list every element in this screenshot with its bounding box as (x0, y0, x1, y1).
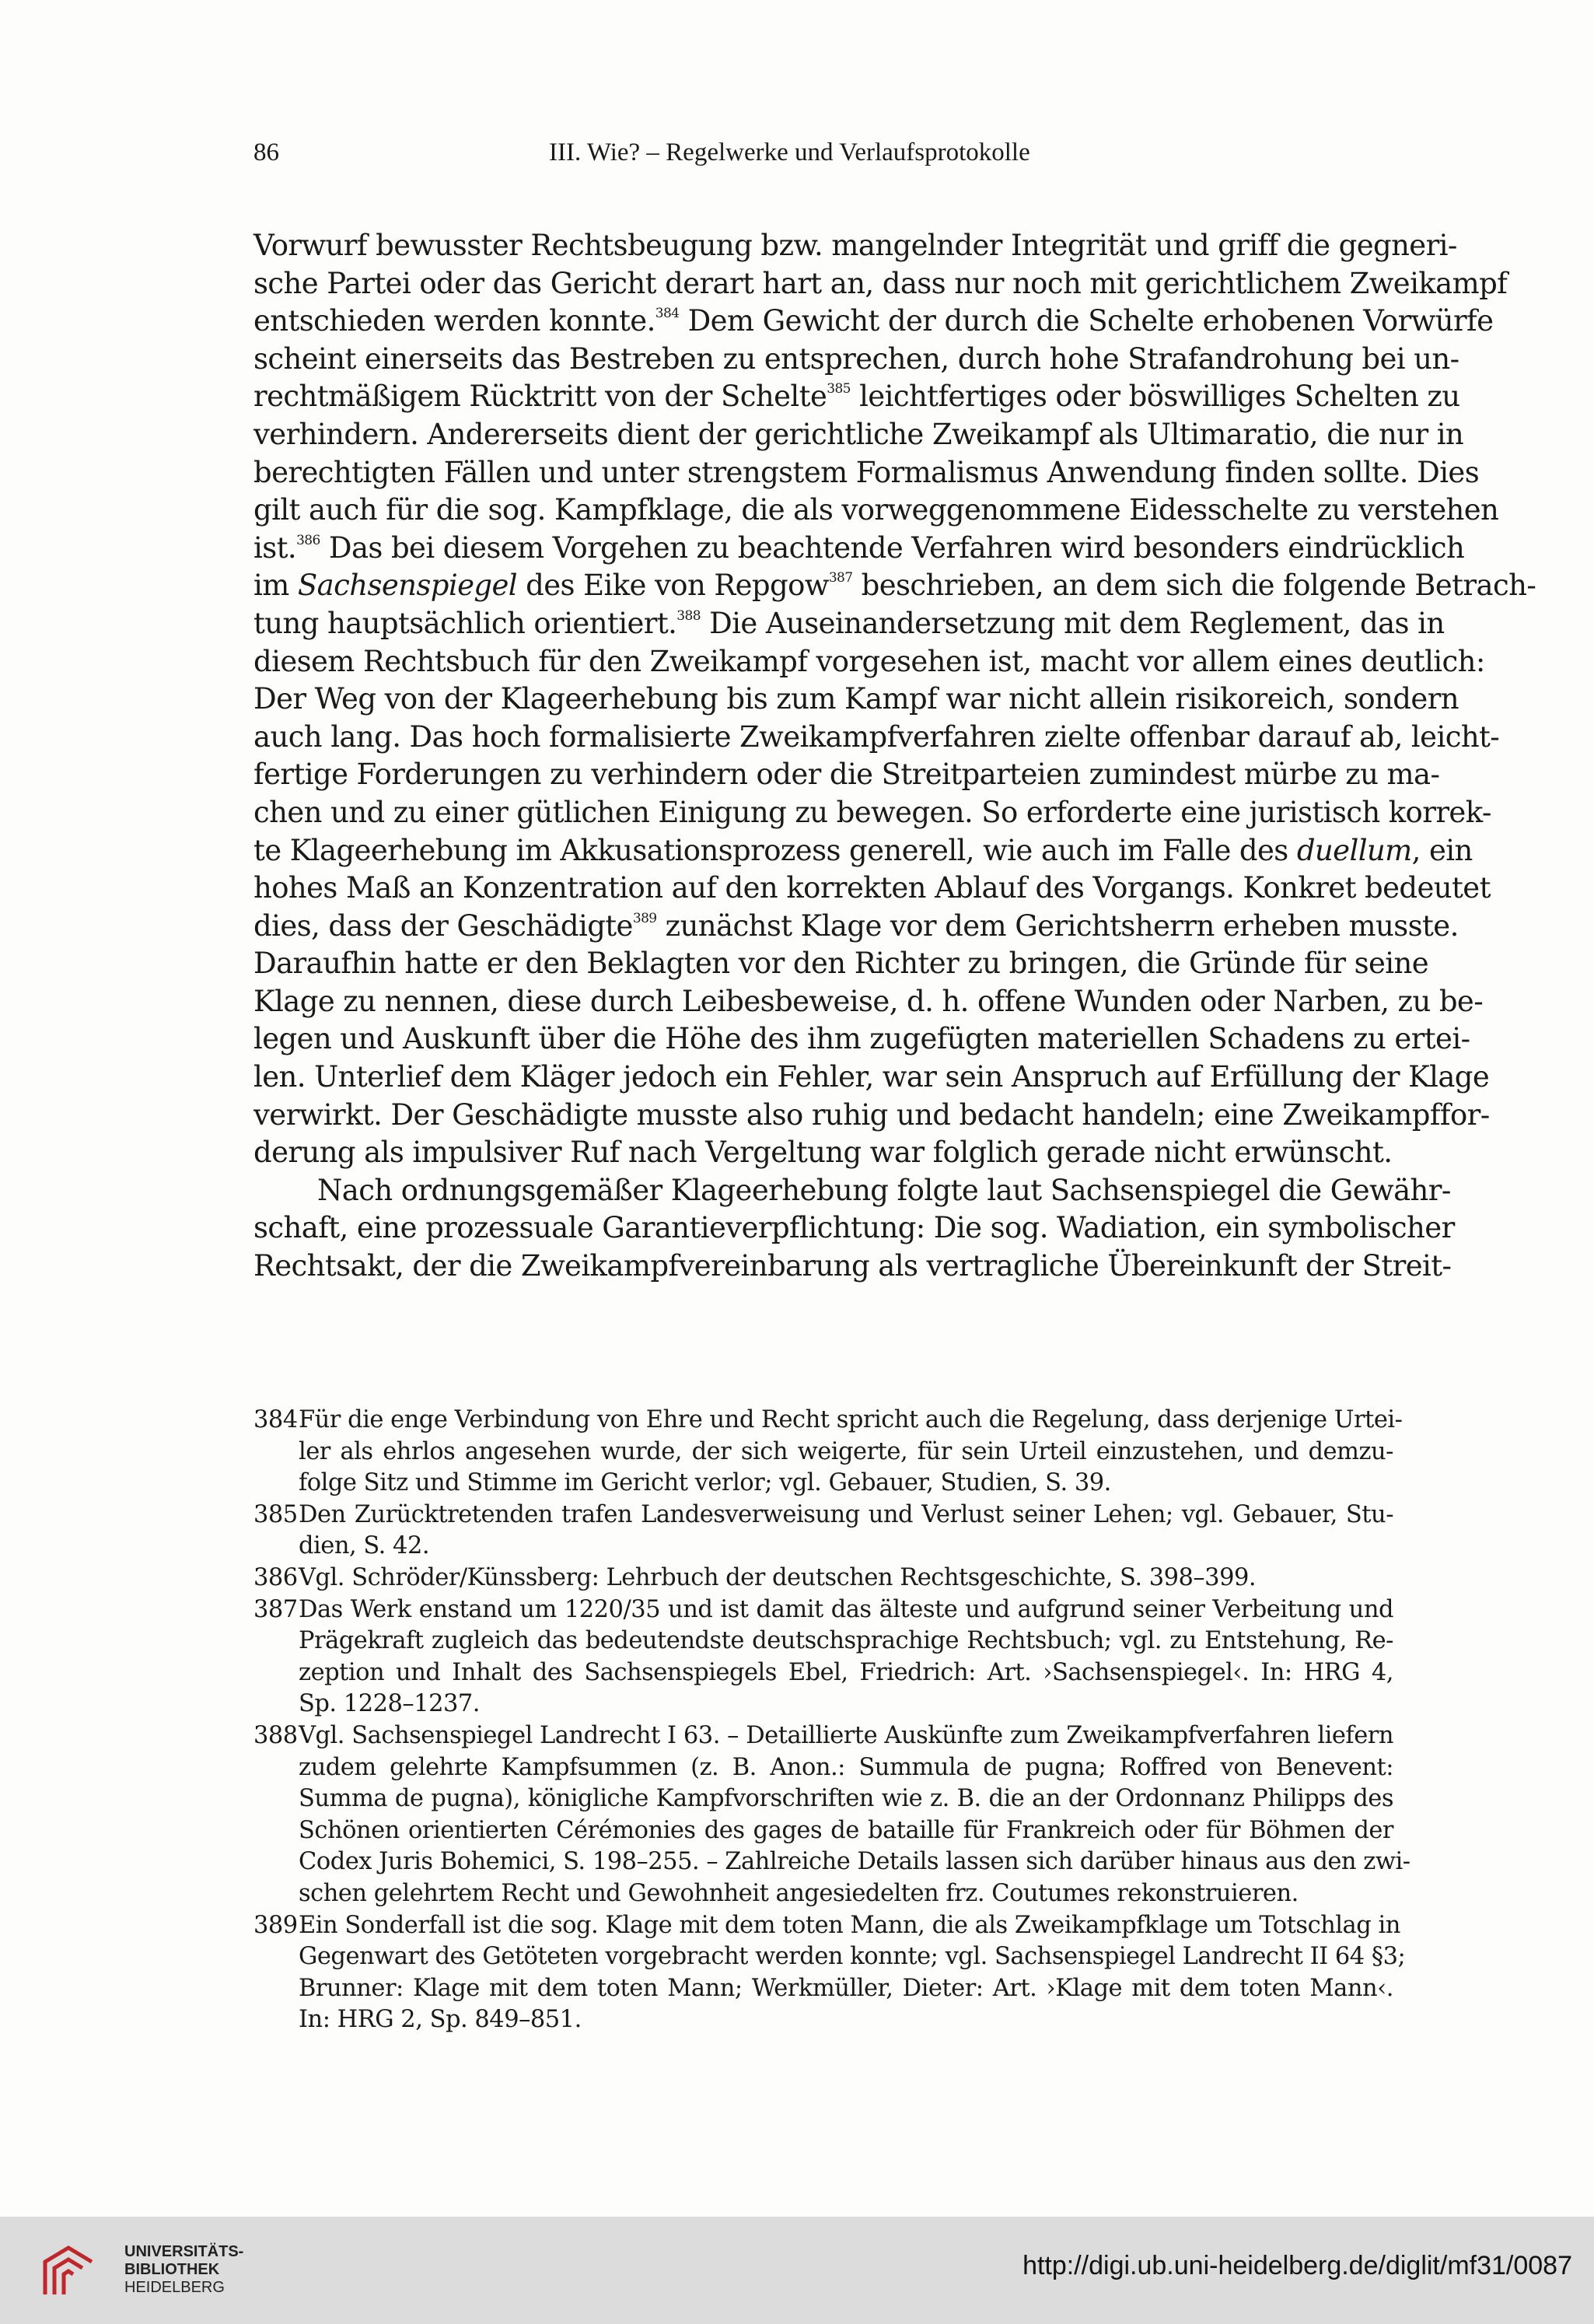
footnote-line: 385Den Zurücktretenden trafen Landesverweisung und Verlust seiner Lehen; vgl. Gebauer, Stu- (253, 1500, 1393, 1531)
text-line: berechtigten Fällen und unter strengstem Formalismus Anwendung finden sollte. Dies (253, 455, 1480, 489)
footnote-line: 389Ein Sonderfall ist die sog. Klage mit dem toten Mann, die als Zweikampfklage um Totschlag in (253, 1910, 1393, 1942)
footnote-line: folge Sitz und Stimme im Gericht verlor; vgl. Gebauer, Studien, S. 39. (299, 1469, 1111, 1497)
footnote-line: schen gelehrtem Recht und Gewohnheit angesiedelten frz. Coutumes rekonstruieren. (299, 1879, 1299, 1907)
footnote-number: 385 (253, 1500, 298, 1528)
text-line: len. Unterlief dem Kläger jedoch ein Fehler, war sein Anspruch auf Erfüllung der Klage (253, 1060, 1490, 1094)
footnote-line: Codex Juris Bohemici, S. 198–255. – Zahlreiche Details lassen sich darüber hinaus aus den zwi- (299, 1848, 1410, 1876)
footnote-ref: 385 (827, 381, 851, 397)
italic-title: Sachsenspiegel (297, 569, 517, 603)
footnote-line: dien, S. 42. (299, 1532, 430, 1560)
footnote-ref: 388 (676, 607, 701, 624)
footnote-ref: 386 (296, 532, 320, 548)
text-line: ist.$^{386}$ Das bei diesem Vorgehen zu beachtende Verfahren wird besonders eindrücklich (253, 530, 1465, 565)
text-line: chen und zu einer gütlichen Einigung zu bewegen. So erforderte eine juristisch korrek- (253, 795, 1491, 829)
footnote-line: Sp. 1228–1237. (299, 1690, 480, 1718)
footnote-number: 387 (253, 1595, 298, 1623)
text-line: Klage zu nennen, diese durch Leibesbeweise, d. h. offene Wunden oder Narben, zu be- (253, 984, 1484, 1018)
footnote-line: 384Für die enge Verbindung von Ehre und Recht spricht auch die Regelung, dass derjenige Urtei- (253, 1405, 1393, 1437)
library-logo-icon[interactable] (37, 2240, 100, 2302)
text-line: verhindern. Andererseits dient der gerichtliche Zweikampf als Ultimaratio, die nur in (253, 417, 1464, 451)
footnote-line: ler als ehrlos angesehen wurde, der sich weigerte, für sein Urteil einzustehen, und demzu- (299, 1437, 1393, 1465)
text-line: hohes Maß an Konzentration auf den korrekten Ablauf des Vorgangs. Konkret bedeutet (253, 871, 1491, 905)
text-line: Nach ordnungsgemäßer Klageerhebung folgte laut Sachsenspiegel die Gewähr- (317, 1173, 1451, 1207)
library-name-line: BIBLIOTHEK (124, 2261, 220, 2278)
text-line: schaft, eine prozessuale Garantieverpflichtung: Die sog. Wadiation, ein symbolischer (253, 1211, 1455, 1245)
footnotes (253, 1405, 1410, 2036)
text-line: diesem Rechtsbuch für den Zweikampf vorgesehen ist, macht vor allem eines deutlich: (253, 644, 1485, 678)
text-line: Rechtsakt, der die Zweikampfvereinbarung als vertragliche Übereinkunft der Streit- (253, 1249, 1452, 1283)
footnote-line: zudem gelehrte Kampfsummen (z. B. Anon.: Summula de pugna; Roffred von Benevent: (299, 1753, 1393, 1781)
footnote-line: Summa de pugna), königliche Kampfvorschriften wie z. B. die an der Ordonnanz Philipps des (299, 1785, 1393, 1813)
text-line: verwirkt. Der Geschädigte musste also ruhig und bedacht handeln; eine Zweikampffor- (253, 1097, 1490, 1132)
text-line: derung als impulsiver Ruf nach Vergeltung war folglich gerade nicht erwünscht. (253, 1136, 1393, 1170)
footnote-ref: 384 (655, 306, 680, 322)
library-name-line: UNIVERSITÄTS- (124, 2243, 244, 2260)
footnote-line: 387Das Werk enstand um 1220/35 und ist damit das älteste und aufgrund seiner Verbeitung und (253, 1594, 1393, 1626)
text-line: dies, dass der Geschädigte$^{389}$ zunächst Klage vor dem Gerichtsherrn erheben musste. (253, 908, 1459, 943)
text-line: tung hauptsächlich orientiert.$^{388}$ Die Auseinandersetzung mit dem Reglement, das in (253, 606, 1445, 640)
italic-term: duellum (1296, 833, 1412, 867)
footnote-line: 386Vgl. Schröder/Künssberg: Lehrbuch der deutschen Rechtsgeschichte, S. 398–399. (253, 1563, 1393, 1594)
footnote-line: Prägekraft zugleich das bedeutendste deutschsprachige Rechtsbuch; vgl. zu Entstehung, Re- (299, 1627, 1393, 1655)
page-header (253, 138, 1393, 177)
footnote-ref: 389 (632, 910, 657, 926)
text-line: gilt auch für die sog. Kampfklage, die als vorweggenommene Eidesschelte zu verstehen (253, 493, 1499, 527)
library-name-line: HEIDELBERG (124, 2279, 225, 2296)
library-name[interactable] (124, 2243, 243, 2297)
footnote-ref: 387 (828, 570, 853, 586)
footnote-number: 389 (253, 1911, 298, 1939)
text-line: rechtmäßigem Rücktritt von der Schelte$^{385}$ leichtfertiges oder böswilliges Schelten zu (253, 380, 1460, 414)
text-line: auch lang. Das hoch formalisierte Zweikampfverfahren zielte offenbar darauf ab, leicht- (253, 719, 1500, 754)
footnote-line: Brunner: Klage mit dem toten Mann; Werkmüller, Dieter: Art. ›Klage mit dem toten Mann‹. (299, 1974, 1393, 2002)
text-line: entschieden werden konnte.$^{384}$ Dem Gewicht der durch die Schelte erhobenen Vorwürfe (253, 304, 1494, 338)
footnote-number: 386 (253, 1563, 298, 1591)
page-number: 86 (253, 138, 279, 166)
viewer-footer (0, 2217, 1594, 2324)
main-text (253, 227, 1536, 1286)
footnote-number: 388 (253, 1721, 298, 1749)
text-line: scheint einerseits das Bestreben zu entsprechen, durch hohe Strafandrohung bei un- (253, 341, 1459, 376)
permalink-url[interactable]: http://digi.ub.uni-heidelberg.de/diglit/mf31/0087 (1022, 2251, 1572, 2280)
footnote-number: 384 (253, 1406, 298, 1433)
text-line: Daraufhin hatte er den Beklagten vor den Richter zu bringen, die Gründe für seine (253, 947, 1429, 981)
text-line: fertige Forderungen zu verhindern oder die Streitparteien zumindest mürbe zu ma- (253, 758, 1440, 792)
footnote-line: zeption und Inhalt des Sachsenspiegels Ebel, Friedrich: Art. ›Sachsenspiegel‹. In: HRG 4, (299, 1658, 1393, 1686)
running-head: III. Wie? – Regelwerke und Verlaufsprotokolle (549, 138, 1030, 166)
footnote-line: 388Vgl. Sachsenspiegel Landrecht I 63. – Detaillierte Auskünfte zum Zweikampfverfahren liefern (253, 1720, 1393, 1752)
text-line: legen und Auskunft über die Höhe des ihm zugefügten materiellen Schadens zu ertei- (253, 1022, 1470, 1056)
text-line: im Sachsenspiegel des Eike von Repgow$^{387}$ beschrieben, an dem sich die folgende Betrach- (253, 569, 1536, 603)
text-line: te Klageerhebung im Akkusationsprozess generell, wie auch im Falle des duellum, ein (253, 833, 1473, 867)
text-line: sche Partei oder das Gericht derart hart an, dass nur noch mit gerichtlichem Zweikampf (253, 266, 1508, 300)
footnote-line: In: HRG 2, Sp. 849–851. (299, 2006, 582, 2034)
text-line: Der Weg von der Klageerhebung bis zum Kampf war nicht allein risikoreich, sondern (253, 682, 1459, 716)
footnote-line: Schönen orientierten Cérémonies des gages de bataille für Frankreich oder für Böhmen der (299, 1816, 1393, 1844)
footnote-line: Gegenwart des Getöteten vorgebracht werden konnte; vgl. Sachsenspiegel Landrecht II 64 §3; (299, 1943, 1406, 1971)
text-line: Vorwurf bewusster Rechtsbeugung bzw. mangelnder Integrität und griff die gegneri- (253, 229, 1457, 262)
